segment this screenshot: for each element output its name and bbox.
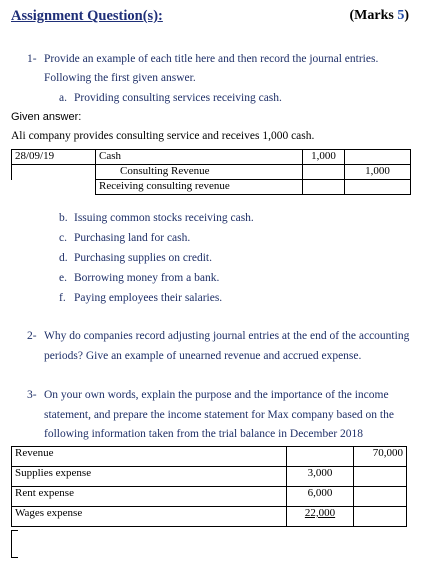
journal-row-description	[12, 180, 411, 195]
income-total: 70,000	[354, 447, 407, 467]
journal-empty-2	[12, 165, 96, 180]
income-row	[12, 487, 407, 507]
journal-row-debit	[12, 150, 411, 165]
income-amount: 3,000	[287, 467, 354, 487]
income-total	[354, 487, 407, 507]
q3-line1: On your own words, explain the purpose and the importance of the income	[44, 389, 389, 401]
journal-empty-3	[303, 165, 345, 180]
journal-empty-4	[12, 180, 96, 195]
journal-debit-amount: 1,000	[303, 150, 345, 165]
q1-item-b-letter: b.	[59, 212, 68, 224]
q1-item-d-letter: d.	[59, 252, 68, 264]
q1-item-b-text: Issuing common stocks receiving cash.	[74, 212, 254, 224]
marks-label	[350, 8, 410, 24]
journal-empty-6	[345, 180, 411, 195]
q1-line1: Provide an example of each title here and then record the journal entries.	[44, 53, 379, 65]
income-label: Revenue	[12, 447, 287, 467]
journal-credit-account: Consulting Revenue	[96, 165, 303, 180]
journal-table	[11, 149, 411, 195]
q1-item-e-text: Borrowing money from a bank.	[74, 272, 220, 284]
income-amount: 22,000	[287, 507, 354, 527]
marks-suffix: )	[404, 8, 409, 23]
journal-debit-account: Cash	[96, 150, 303, 165]
income-row	[12, 507, 407, 527]
income-label: Rent expense	[12, 487, 287, 507]
income-amount: 6,000	[287, 487, 354, 507]
q1-item-c-letter: c.	[59, 232, 67, 244]
q1-item-e-letter: e.	[59, 272, 67, 284]
header	[11, 8, 411, 28]
q1-item-a-letter: a.	[59, 92, 67, 104]
q3-line3: following information taken from the trial balance in December 2018	[44, 428, 364, 440]
scenario-text: Ali company provides consulting service and receives 1,000 cash.	[11, 130, 315, 142]
q1-number: 1-	[27, 53, 37, 65]
q3-number: 3-	[27, 389, 37, 401]
q2-line1: Why do companies record adjusting journal entries at the end of the accounting	[44, 330, 410, 342]
journal-description: Receiving consulting revenue	[96, 180, 303, 195]
income-total	[354, 467, 407, 487]
journal-empty-5	[303, 180, 345, 195]
q1-item-c-text: Purchasing land for cash.	[74, 232, 191, 244]
q2-line2: periods? Give an example of unearned revenue and accrued expense.	[44, 350, 362, 362]
q1-line2: Following the first given answer.	[44, 72, 196, 84]
marks-prefix: (Marks	[349, 8, 398, 23]
q1-item-a-text: Providing consulting services receiving cash.	[74, 92, 282, 104]
income-row	[12, 467, 407, 487]
marks-value: 5	[397, 8, 405, 23]
income-amount	[287, 447, 354, 467]
q1-item-d-text: Purchasing supplies on credit.	[74, 252, 212, 264]
income-total	[354, 507, 407, 527]
table-bracket-decoration	[11, 530, 18, 558]
q2-number: 2-	[27, 330, 37, 342]
given-answer-label: Given answer:	[11, 111, 82, 123]
journal-credit-amount: 1,000	[345, 165, 411, 180]
q3-line2: statement, and prepare the income statement for Max company based on the	[44, 409, 394, 421]
income-label: Wages expense	[12, 507, 287, 527]
assignment-title: Assignment Question(s):	[11, 8, 163, 24]
income-row	[12, 447, 407, 467]
q1-item-f-letter: f.	[59, 292, 66, 304]
q1-item-f-text: Paying employees their salaries.	[74, 292, 223, 304]
income-table	[11, 446, 407, 527]
income-label: Supplies expense	[12, 467, 287, 487]
journal-empty-1	[345, 150, 411, 165]
journal-row-credit	[12, 165, 411, 180]
journal-date: 28/09/19	[12, 150, 96, 165]
